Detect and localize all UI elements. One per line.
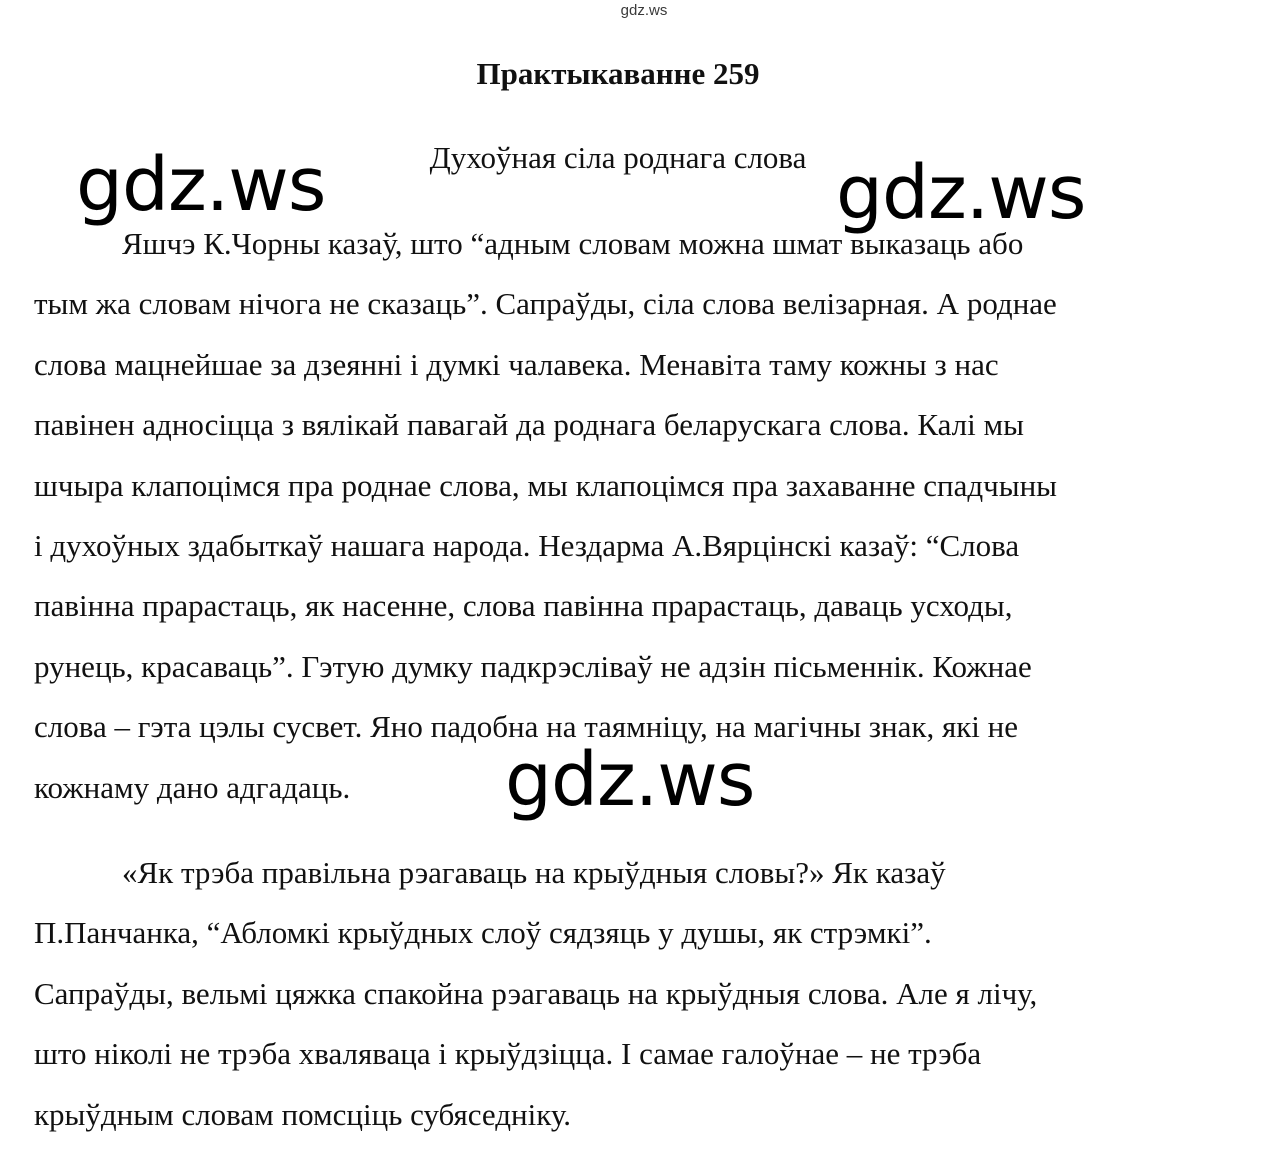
text-line: і духоўных здабыткаў нашага народа. Нездарма А.Вярцінскі казаў: “Слова bbox=[34, 528, 1020, 564]
site-watermark-top: gdz.ws bbox=[620, 2, 668, 19]
text-line: Яшчэ К.Чорны казаў, што “адным словам можна шмат выказаць або bbox=[122, 226, 1024, 261]
paragraph-1 bbox=[34, 214, 1204, 823]
text-line: шчыра клапоцімся пра роднае слова, мы клапоцімся пра захаванне спадчыны bbox=[34, 467, 1058, 503]
essay-subtitle: Духоўная сіла роднага слова bbox=[429, 140, 807, 175]
text-line: павінен адносіцца з вялікай павагай да роднага беларускага слова. Калі мы bbox=[34, 407, 1024, 443]
text-line: слова – гэта цэлы сусвет. Яно падобна на таямніцу, на магічны знак, які не bbox=[34, 709, 1018, 745]
text-line: тым жа словам нічога не сказаць”. Сапраўды, сіла слова велізарная. А роднае bbox=[34, 286, 1057, 322]
text-line: што ніколі не трэба хваляваца і крыўдзіцца. І самае галоўнае – не трэба bbox=[34, 1036, 982, 1072]
text-line: слова мацнейшае за дзеянні і думкі чалавека. Менавіта таму кожны з нас bbox=[34, 346, 999, 382]
paragraph-2 bbox=[34, 843, 1204, 1145]
watermark-center: gdz.ws bbox=[505, 737, 755, 823]
text-line: павінна прарастаць, як насенне, слова павінна прарастаць, даваць усходы, bbox=[34, 588, 1013, 624]
text-line: крыўдным словам помсціць субяседніку. bbox=[34, 1096, 572, 1132]
text-line: кожнаму дано адгадаць. bbox=[34, 769, 351, 805]
watermark-right: gdz.ws bbox=[836, 150, 1086, 236]
text-line: П.Панчанка, “Абломкі крыўдных слоў сядзяць у душы, як стрэмкі”. bbox=[34, 915, 932, 951]
watermark-left: gdz.ws bbox=[76, 142, 326, 228]
text-line: Сапраўды, вельмі цяжка спакойна рэагаваць на крыўдныя слова. Але я лічу, bbox=[34, 975, 1038, 1011]
text-line: рунець, красаваць”. Гэтую думку падкрэсліваў не адзін пісьменнік. Кожнае bbox=[34, 648, 1032, 684]
text-line: «Як трэба правільна рэагаваць на крыўдныя словы?» Як казаў bbox=[122, 855, 946, 890]
page-title: Практыкаванне 259 bbox=[476, 56, 760, 91]
